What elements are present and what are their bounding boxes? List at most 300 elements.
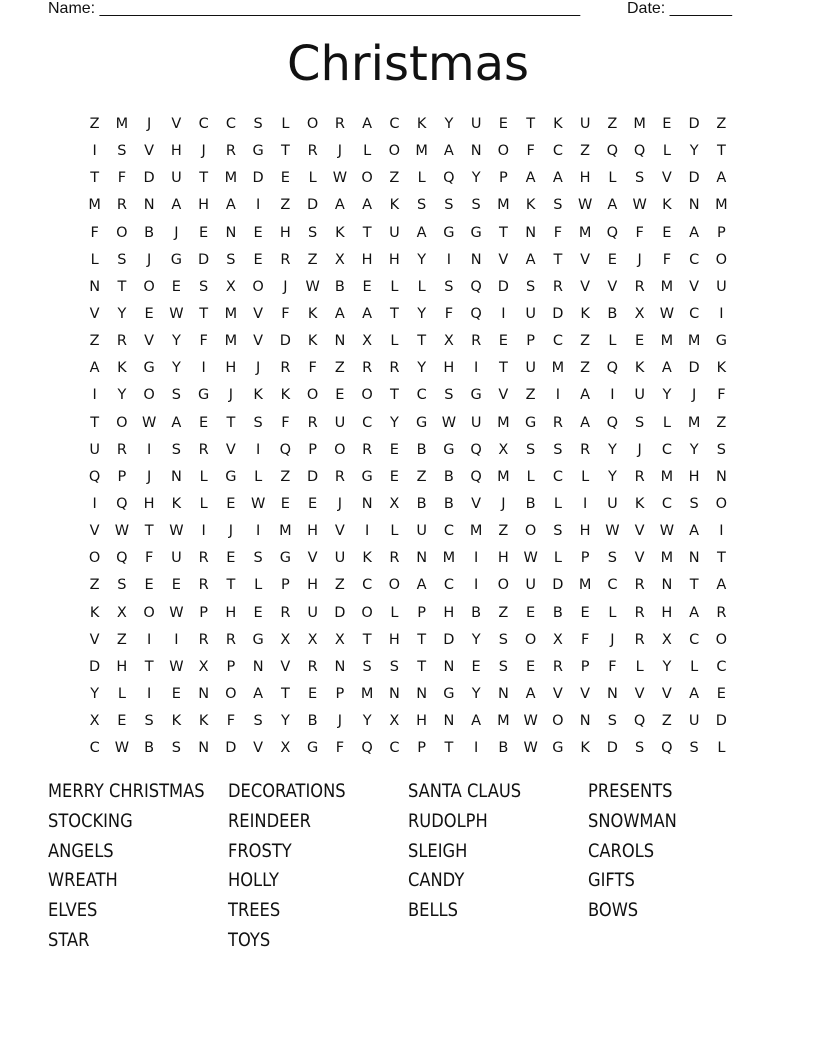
grid-letter[interactable]: D [443, 631, 455, 648]
grid-letter[interactable]: E [171, 278, 181, 295]
grid-letter[interactable]: H [388, 251, 400, 268]
grid-letter[interactable]: L [281, 116, 290, 132]
grid-letter[interactable]: Z [607, 116, 618, 132]
grid-letter[interactable]: L [363, 143, 372, 160]
grid-letter[interactable]: F [199, 333, 208, 350]
grid-letter[interactable]: F [144, 550, 154, 567]
grid-letter[interactable]: F [226, 713, 236, 730]
grid-letter[interactable]: F [281, 305, 290, 322]
grid-letter[interactable]: R [362, 360, 373, 377]
grid-letter[interactable]: H [688, 468, 700, 485]
grid-letter[interactable]: Z [334, 577, 345, 594]
grid-letter[interactable]: I [201, 523, 206, 540]
grid-letter[interactable]: H [388, 631, 400, 648]
grid-letter[interactable]: B [443, 495, 454, 512]
grid-letter[interactable]: C [607, 577, 618, 594]
grid-letter[interactable]: G [198, 387, 210, 404]
grid-letter[interactable]: Q [633, 713, 646, 730]
grid-letter[interactable]: F [635, 224, 644, 241]
grid-letter[interactable]: I [92, 387, 97, 404]
grid-letter[interactable]: E [280, 495, 290, 512]
grid-letter[interactable]: A [416, 224, 427, 241]
grid-letter[interactable]: I [146, 441, 152, 458]
grid-letter[interactable]: I [610, 387, 615, 404]
grid-letter[interactable]: P [580, 550, 590, 567]
grid-letter[interactable]: N [416, 550, 428, 567]
grid-letter[interactable]: R [634, 577, 645, 594]
name-field[interactable]: Name: ______________________________________________________ [48, 0, 581, 17]
grid-letter[interactable]: T [498, 224, 508, 241]
grid-letter[interactable]: I [719, 305, 724, 322]
grid-letter[interactable]: G [252, 631, 264, 648]
grid-letter[interactable]: N [198, 740, 210, 757]
grid-letter[interactable]: I [473, 550, 479, 567]
date-field[interactable]: Date: _______ [627, 0, 732, 17]
grid-letter[interactable]: W [141, 414, 157, 431]
grid-letter[interactable]: C [389, 740, 400, 757]
grid-letter[interactable]: S [253, 550, 263, 567]
grid-letter[interactable]: L [553, 550, 562, 567]
grid-letter[interactable]: M [660, 550, 674, 567]
grid-letter[interactable]: P [526, 333, 535, 350]
grid-letter[interactable]: L [608, 604, 617, 621]
grid-letter[interactable]: Z [116, 631, 127, 648]
grid-letter[interactable]: E [526, 604, 536, 621]
grid-letter[interactable]: E [253, 604, 263, 621]
grid-letter[interactable]: Q [606, 414, 619, 431]
grid-letter[interactable]: Y [117, 305, 127, 322]
grid-letter[interactable]: L [608, 333, 617, 350]
grid-letter[interactable]: W [114, 523, 130, 540]
grid-letter[interactable]: L [662, 143, 671, 160]
grid-letter[interactable]: R [580, 441, 591, 458]
grid-letter[interactable]: M [442, 550, 456, 567]
grid-letter[interactable]: V [471, 495, 482, 512]
grid-letter[interactable]: L [526, 468, 535, 485]
grid-letter[interactable]: L [117, 685, 126, 702]
grid-letter[interactable]: L [417, 170, 426, 187]
grid-letter[interactable]: Y [471, 170, 481, 187]
grid-letter[interactable]: E [607, 251, 617, 268]
grid-letter[interactable]: U [579, 116, 591, 132]
grid-letter[interactable]: W [332, 170, 348, 187]
grid-letter[interactable]: O [497, 143, 510, 160]
grid-letter[interactable]: Z [716, 116, 727, 132]
grid-letter[interactable]: H [661, 604, 673, 621]
grid-letter[interactable]: O [361, 604, 373, 621]
grid-letter[interactable]: O [715, 495, 728, 512]
grid-letter[interactable]: M [469, 523, 483, 540]
grid-letter[interactable]: A [689, 685, 700, 702]
grid-letter[interactable]: A [416, 577, 427, 594]
grid-letter[interactable]: W [605, 523, 620, 540]
grid-letter[interactable]: E [389, 441, 399, 458]
grid-letter[interactable]: B [607, 305, 618, 322]
grid-letter[interactable]: H [307, 523, 319, 540]
grid-letter[interactable]: N [89, 278, 101, 295]
grid-letter[interactable]: J [228, 523, 234, 540]
grid-letter[interactable]: L [581, 468, 590, 485]
grid-letter[interactable]: Y [171, 333, 181, 350]
grid-letter[interactable]: J [610, 631, 615, 648]
grid-letter[interactable]: H [416, 713, 428, 730]
grid-letter[interactable]: D [252, 170, 264, 187]
grid-letter[interactable]: V [607, 278, 618, 295]
grid-letter[interactable]: I [473, 360, 479, 377]
grid-letter[interactable]: V [171, 116, 182, 132]
grid-letter[interactable]: T [417, 631, 427, 648]
grid-letter[interactable]: K [580, 305, 590, 322]
grid-letter[interactable]: M [660, 468, 674, 485]
grid-letter[interactable]: O [361, 170, 373, 187]
grid-letter[interactable]: L [199, 495, 208, 512]
grid-letter[interactable]: R [116, 441, 127, 458]
grid-letter[interactable]: D [334, 604, 346, 621]
grid-letter[interactable]: T [526, 116, 536, 132]
grid-letter[interactable]: F [580, 631, 590, 648]
grid-letter[interactable]: S [444, 278, 454, 295]
grid-letter[interactable]: K [253, 387, 263, 404]
grid-letter[interactable]: T [498, 360, 508, 377]
grid-letter[interactable]: I [473, 740, 479, 757]
grid-letter[interactable]: P [417, 604, 426, 621]
grid-letter[interactable]: K [389, 197, 400, 214]
grid-letter[interactable]: F [553, 224, 563, 241]
grid-letter[interactable]: C [661, 495, 672, 512]
grid-letter[interactable]: L [254, 577, 263, 594]
grid-letter[interactable]: L [390, 333, 399, 350]
grid-letter[interactable]: S [308, 224, 318, 241]
grid-letter[interactable]: D [307, 197, 319, 214]
grid-letter[interactable]: O [524, 631, 537, 648]
grid-letter[interactable]: A [89, 360, 100, 377]
grid-letter[interactable]: V [253, 740, 264, 757]
grid-letter[interactable]: Z [498, 523, 509, 540]
grid-letter[interactable]: C [552, 468, 563, 485]
grid-letter[interactable]: C [689, 305, 700, 322]
grid-letter[interactable]: E [144, 577, 154, 594]
grid-letter[interactable]: C [661, 441, 672, 458]
grid-letter[interactable]: S [635, 414, 645, 431]
grid-letter[interactable]: C [689, 631, 700, 648]
grid-letter[interactable]: N [334, 658, 346, 675]
grid-letter[interactable]: L [390, 523, 399, 540]
grid-letter[interactable]: O [88, 550, 101, 567]
grid-letter[interactable]: K [89, 604, 100, 621]
grid-letter[interactable]: K [634, 360, 645, 377]
grid-letter[interactable]: E [389, 468, 399, 485]
grid-letter[interactable]: A [580, 414, 591, 431]
grid-letter[interactable]: I [555, 387, 561, 404]
grid-letter[interactable]: D [606, 740, 618, 757]
grid-letter[interactable]: B [552, 604, 563, 621]
grid-letter[interactable]: Y [417, 360, 427, 377]
grid-letter[interactable]: I [201, 360, 206, 377]
grid-letter[interactable]: L [635, 658, 644, 675]
grid-letter[interactable]: E [253, 251, 263, 268]
grid-letter[interactable]: F [90, 224, 99, 241]
grid-letter[interactable]: O [143, 387, 155, 404]
grid-letter[interactable]: K [117, 360, 127, 377]
grid-letter[interactable]: S [171, 387, 181, 404]
grid-letter[interactable]: O [306, 387, 319, 404]
grid-letter[interactable]: C [443, 577, 454, 594]
grid-letter[interactable]: S [498, 658, 508, 675]
grid-letter[interactable]: A [716, 577, 727, 594]
grid-letter[interactable]: T [199, 170, 209, 187]
grid-letter[interactable]: I [92, 143, 97, 160]
grid-letter[interactable]: N [170, 468, 182, 485]
grid-letter[interactable]: W [169, 658, 184, 675]
grid-letter[interactable]: M [224, 305, 238, 322]
grid-letter[interactable]: Y [607, 468, 617, 485]
grid-letter[interactable]: L [390, 604, 399, 621]
grid-letter[interactable]: U [334, 414, 346, 431]
grid-letter[interactable]: Y [171, 360, 181, 377]
grid-letter[interactable]: P [580, 658, 590, 675]
grid-letter[interactable]: O [388, 577, 401, 594]
grid-letter[interactable]: V [580, 278, 591, 295]
grid-letter[interactable]: G [525, 414, 537, 431]
grid-letter[interactable]: T [90, 170, 100, 187]
grid-letter[interactable]: S [199, 278, 209, 295]
grid-letter[interactable]: E [498, 116, 508, 132]
grid-letter[interactable]: R [198, 441, 209, 458]
grid-letter[interactable]: A [661, 360, 672, 377]
grid-letter[interactable]: A [525, 685, 536, 702]
grid-letter[interactable]: K [171, 713, 182, 730]
grid-letter[interactable]: R [362, 441, 373, 458]
grid-letter[interactable]: N [688, 550, 700, 567]
grid-letter[interactable]: T [389, 387, 399, 404]
grid-letter[interactable]: S [362, 658, 372, 675]
grid-letter[interactable]: S [417, 197, 427, 214]
grid-letter[interactable]: A [689, 604, 700, 621]
grid-letter[interactable]: V [144, 333, 155, 350]
grid-letter[interactable]: G [143, 360, 155, 377]
grid-letter[interactable]: V [552, 685, 563, 702]
grid-letter[interactable]: R [334, 468, 345, 485]
grid-letter[interactable]: S [635, 740, 645, 757]
grid-letter[interactable]: Y [662, 658, 672, 675]
grid-letter[interactable]: R [716, 604, 727, 621]
grid-letter[interactable]: P [335, 685, 345, 702]
grid-letter[interactable]: A [716, 170, 727, 187]
grid-letter[interactable]: K [280, 387, 291, 404]
grid-letter[interactable]: T [444, 740, 454, 757]
grid-letter[interactable]: K [198, 713, 209, 730]
grid-letter[interactable]: X [280, 631, 291, 648]
grid-letter[interactable]: K [362, 550, 372, 567]
grid-letter[interactable]: E [498, 333, 508, 350]
grid-letter[interactable]: Y [90, 685, 100, 702]
grid-letter[interactable]: S [526, 278, 536, 295]
grid-letter[interactable]: R [307, 414, 318, 431]
grid-letter[interactable]: Q [470, 305, 482, 322]
grid-letter[interactable]: P [281, 577, 290, 594]
grid-letter[interactable]: M [551, 360, 565, 377]
grid-letter[interactable]: C [689, 251, 700, 268]
grid-letter[interactable]: U [470, 116, 482, 132]
grid-letter[interactable]: Z [280, 468, 291, 485]
grid-letter[interactable]: B [443, 468, 454, 485]
grid-letter[interactable]: U [89, 441, 100, 458]
grid-letter[interactable]: J [201, 143, 206, 160]
grid-letter[interactable]: S [471, 197, 481, 214]
grid-letter[interactable]: N [470, 143, 482, 160]
grid-letter[interactable]: I [174, 631, 179, 648]
grid-letter[interactable]: C [89, 740, 100, 757]
grid-letter[interactable]: L [308, 170, 317, 187]
grid-letter[interactable]: B [144, 224, 155, 241]
grid-letter[interactable]: D [279, 333, 291, 350]
grid-letter[interactable]: A [580, 387, 591, 404]
grid-letter[interactable]: Q [470, 278, 482, 295]
grid-letter[interactable]: X [89, 713, 100, 730]
grid-letter[interactable]: S [171, 740, 181, 757]
grid-letter[interactable]: Z [580, 143, 591, 160]
grid-letter[interactable]: V [334, 523, 345, 540]
grid-letter[interactable]: A [552, 170, 563, 187]
grid-letter[interactable]: C [362, 414, 373, 431]
grid-letter[interactable]: H [443, 604, 455, 621]
grid-letter[interactable]: W [250, 495, 266, 512]
grid-letter[interactable]: D [198, 251, 210, 268]
grid-letter[interactable]: U [389, 224, 400, 241]
grid-letter[interactable]: R [552, 278, 563, 295]
grid-letter[interactable]: S [444, 387, 454, 404]
grid-letter[interactable]: D [688, 116, 700, 132]
grid-letter[interactable]: S [689, 740, 699, 757]
grid-letter[interactable]: M [88, 197, 101, 214]
grid-letter[interactable]: T [280, 685, 290, 702]
grid-letter[interactable]: Y [471, 631, 481, 648]
grid-letter[interactable]: N [334, 333, 346, 350]
grid-letter[interactable]: E [335, 387, 345, 404]
grid-letter[interactable]: Q [116, 550, 128, 567]
grid-letter[interactable]: Z [716, 414, 727, 431]
grid-letter[interactable]: P [717, 224, 726, 241]
grid-letter[interactable]: E [526, 658, 536, 675]
grid-letter[interactable]: Z [280, 197, 291, 214]
grid-letter[interactable]: J [337, 495, 343, 512]
grid-letter[interactable]: L [254, 468, 263, 485]
grid-letter[interactable]: E [362, 278, 372, 295]
grid-letter[interactable]: Q [606, 224, 619, 241]
grid-letter[interactable]: J [228, 387, 234, 404]
grid-letter[interactable]: W [659, 305, 675, 322]
grid-letter[interactable]: Z [334, 360, 345, 377]
grid-letter[interactable]: B [334, 278, 345, 295]
grid-letter[interactable]: Z [580, 360, 591, 377]
grid-letter[interactable]: Z [580, 333, 591, 350]
grid-letter[interactable]: R [280, 251, 291, 268]
grid-letter[interactable]: Z [498, 604, 509, 621]
grid-letter[interactable]: O [116, 224, 128, 241]
grid-letter[interactable]: R [552, 414, 563, 431]
grid-letter[interactable]: A [689, 224, 700, 241]
grid-letter[interactable]: Y [444, 116, 454, 132]
grid-letter[interactable]: G [443, 224, 455, 241]
grid-letter[interactable]: Q [361, 740, 373, 757]
grid-letter[interactable]: W [523, 713, 538, 730]
grid-letter[interactable]: W [169, 305, 184, 322]
grid-letter[interactable]: O [143, 604, 155, 621]
grid-letter[interactable]: K [416, 116, 427, 132]
grid-letter[interactable]: J [337, 143, 343, 160]
grid-letter[interactable]: M [360, 685, 374, 702]
grid-letter[interactable]: V [580, 685, 591, 702]
grid-letter[interactable]: U [416, 523, 427, 540]
grid-letter[interactable]: L [690, 658, 699, 675]
grid-letter[interactable]: T [199, 305, 209, 322]
grid-letter[interactable]: V [580, 251, 591, 268]
grid-letter[interactable]: R [198, 550, 209, 567]
grid-letter[interactable]: R [198, 631, 209, 648]
grid-letter[interactable]: J [283, 278, 288, 295]
grid-letter[interactable]: K [171, 495, 182, 512]
grid-letter[interactable]: P [199, 604, 208, 621]
grid-letter[interactable]: C [443, 523, 454, 540]
grid-letter[interactable]: U [716, 278, 727, 295]
grid-letter[interactable]: Y [607, 441, 617, 458]
grid-letter[interactable]: R [634, 604, 645, 621]
grid-letter[interactable]: V [89, 631, 100, 648]
grid-letter[interactable]: M [497, 713, 510, 730]
grid-letter[interactable]: G [361, 468, 373, 485]
grid-letter[interactable]: R [634, 631, 645, 648]
grid-letter[interactable]: F [717, 387, 726, 404]
grid-letter[interactable]: T [90, 414, 100, 431]
grid-letter[interactable]: J [337, 713, 343, 730]
grid-letter[interactable]: A [334, 305, 345, 322]
grid-letter[interactable]: S [498, 631, 508, 648]
grid-letter[interactable]: X [307, 631, 318, 648]
grid-letter[interactable]: G [470, 387, 482, 404]
grid-letter[interactable]: X [634, 305, 645, 322]
grid-letter[interactable]: N [198, 685, 210, 702]
grid-letter[interactable]: M [660, 333, 674, 350]
grid-letter[interactable]: C [362, 577, 373, 594]
grid-letter[interactable]: E [308, 495, 318, 512]
grid-letter[interactable]: X [198, 658, 209, 675]
grid-letter[interactable]: V [634, 550, 645, 567]
grid-letter[interactable]: G [170, 251, 182, 268]
grid-letter[interactable]: K [525, 197, 536, 214]
grid-letter[interactable]: Y [417, 305, 427, 322]
grid-letter[interactable]: B [144, 740, 155, 757]
grid-letter[interactable]: N [715, 468, 727, 485]
grid-letter[interactable]: U [171, 550, 182, 567]
grid-letter[interactable]: Z [661, 713, 672, 730]
grid-letter[interactable]: A [607, 197, 618, 214]
grid-letter[interactable]: V [225, 441, 236, 458]
grid-letter[interactable]: O [116, 414, 128, 431]
grid-letter[interactable]: S [389, 658, 399, 675]
grid-letter[interactable]: K [307, 333, 318, 350]
grid-letter[interactable]: X [334, 251, 345, 268]
grid-letter[interactable]: Z [89, 116, 100, 132]
grid-letter[interactable]: V [498, 387, 509, 404]
grid-letter[interactable]: S [226, 251, 236, 268]
grid-letter[interactable]: E [580, 604, 590, 621]
grid-letter[interactable]: S [689, 495, 699, 512]
grid-letter[interactable]: T [362, 631, 372, 648]
grid-letter[interactable]: H [170, 143, 182, 160]
grid-letter[interactable]: S [553, 523, 563, 540]
grid-letter[interactable]: N [225, 224, 237, 241]
grid-letter[interactable]: O [334, 441, 346, 458]
